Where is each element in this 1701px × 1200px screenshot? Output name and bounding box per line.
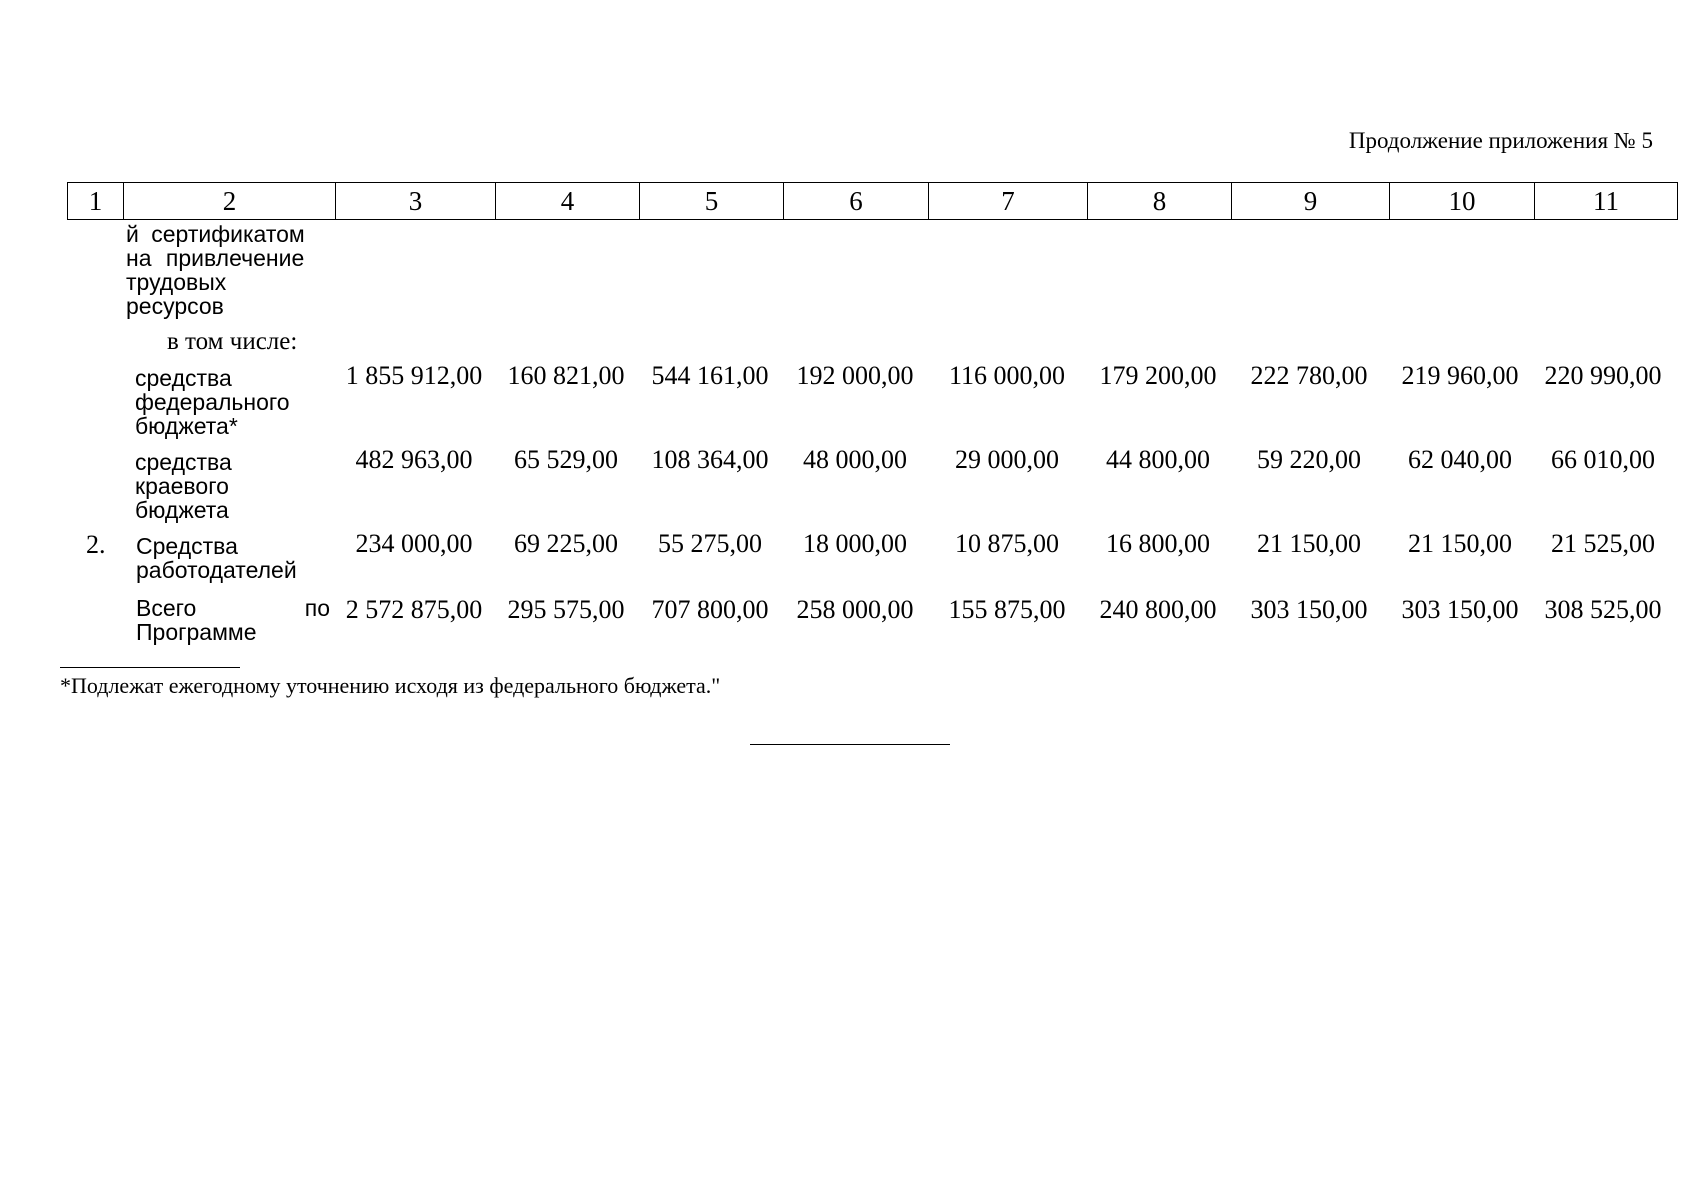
total-label-line-2: Программе	[136, 619, 257, 645]
label-line: федерального	[135, 389, 290, 415]
value-cell-col-11: 220 990,00	[1544, 361, 1662, 390]
continued-label-line: й сертификатом	[126, 221, 305, 247]
header-col-3: 3	[336, 183, 496, 220]
value-cell-col-3: 2 572 875,00	[345, 595, 483, 624]
continued-label-line: ресурсов	[126, 293, 224, 319]
value-cell-col-10: 21 150,00	[1408, 529, 1512, 558]
label-line: бюджета	[135, 497, 229, 523]
header-col-8: 8	[1088, 183, 1232, 220]
value-cell-col-8: 44 800,00	[1106, 445, 1210, 474]
value-cell-col-6: 48 000,00	[803, 445, 907, 474]
appendix-caption: Продолжение приложения № 5	[1348, 128, 1653, 153]
value-cell-col-4: 65 529,00	[514, 445, 618, 474]
value-cell-col-11: 66 010,00	[1551, 445, 1655, 474]
header-col-1: 1	[68, 183, 124, 220]
label-line: средства	[135, 365, 232, 391]
including-label: в том числе:	[167, 328, 298, 355]
total-label	[136, 596, 330, 644]
regional-budget-label	[135, 450, 232, 522]
header-col-9: 9	[1232, 183, 1390, 220]
value-cell-col-9: 59 220,00	[1257, 445, 1361, 474]
column-header-table	[67, 182, 1678, 220]
value-cell-col-5: 707 800,00	[651, 595, 769, 624]
value-cell-col-10: 62 040,00	[1408, 445, 1512, 474]
value-cell-col-7: 10 875,00	[955, 529, 1059, 558]
total-label-word: Всего	[136, 595, 197, 621]
value-cell-col-8: 16 800,00	[1106, 529, 1210, 558]
footnote-separator	[60, 667, 240, 668]
value-cell-col-7: 155 875,00	[948, 595, 1066, 624]
value-cell-col-5: 544 161,00	[651, 361, 769, 390]
value-cell-col-11: 21 525,00	[1551, 529, 1655, 558]
value-cell-col-7: 29 000,00	[955, 445, 1059, 474]
value-cell-col-3: 234 000,00	[355, 529, 473, 558]
value-cell-col-7: 116 000,00	[948, 361, 1066, 390]
value-cell-col-6: 258 000,00	[796, 595, 914, 624]
value-cell-col-11: 308 525,00	[1544, 595, 1662, 624]
federal-budget-label	[135, 366, 290, 438]
total-label-line-1	[136, 596, 330, 620]
header-col-2: 2	[124, 183, 336, 220]
value-cell-col-6: 18 000,00	[803, 529, 907, 558]
continued-label-line: трудовых	[126, 269, 227, 295]
header-col-11: 11	[1535, 183, 1678, 220]
value-cell-col-3: 482 963,00	[355, 445, 473, 474]
value-cell-col-4: 69 225,00	[514, 529, 618, 558]
value-cell-col-3: 1 855 912,00	[345, 361, 483, 390]
header-col-6: 6	[784, 183, 929, 220]
value-cell-col-6: 192 000,00	[796, 361, 914, 390]
value-cell-col-9: 303 150,00	[1250, 595, 1368, 624]
value-cell-col-8: 179 200,00	[1099, 361, 1217, 390]
value-cell-col-9: 21 150,00	[1257, 529, 1361, 558]
header-col-4: 4	[496, 183, 640, 220]
label-line: работодателей	[136, 557, 297, 583]
header-col-7: 7	[929, 183, 1088, 220]
value-cell-col-5: 108 364,00	[651, 445, 769, 474]
label-line: краевого	[135, 473, 229, 499]
row-number: 2.	[86, 530, 106, 559]
continued-label	[126, 222, 305, 318]
continued-label-line: на привлечение	[126, 245, 305, 271]
value-cell-col-9: 222 780,00	[1250, 361, 1368, 390]
end-of-document-rule	[750, 744, 950, 745]
header-col-5: 5	[640, 183, 784, 220]
value-cell-col-5: 55 275,00	[658, 529, 762, 558]
value-cell-col-4: 295 575,00	[507, 595, 625, 624]
value-cell-col-10: 303 150,00	[1401, 595, 1519, 624]
header-col-10: 10	[1390, 183, 1535, 220]
total-label-word: по	[304, 595, 330, 621]
footnote: *Подлежат ежегодному уточнению исходя из федерального бюджета."	[60, 673, 721, 698]
value-cell-col-10: 219 960,00	[1401, 361, 1519, 390]
label-line: средства	[135, 449, 232, 475]
value-cell-col-8: 240 800,00	[1099, 595, 1217, 624]
label-line: бюджета*	[135, 413, 238, 439]
value-cell-col-4: 160 821,00	[507, 361, 625, 390]
employers-label	[136, 534, 297, 582]
label-line: Средства	[136, 533, 238, 559]
